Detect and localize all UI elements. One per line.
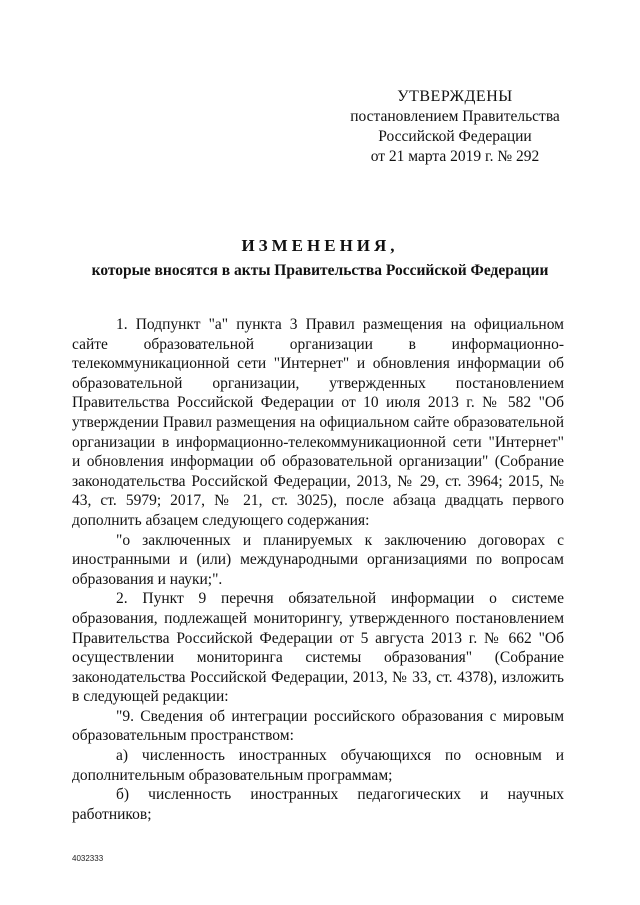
paragraph-3: 2. Пункт 9 перечня обязательной информации о системе образования, подлежащей мониторингу, утвержденного постановлением Правительства Российской Федерации от 5 августа 2013 г. № 662 "Об осуществлении мониторинга системы образования" (Собрание законодательства Российской Федерации, 2013, № 33, ст. 4378), изложить в следующей редакции: xyxy=(72,590,564,706)
document-number: 4032333 xyxy=(72,854,104,863)
approval-line-3: от 21 марта 2019 г. № 292 xyxy=(370,148,540,165)
document-body xyxy=(72,315,564,824)
paragraph-6: б) численность иностранных педагогических и научных работников; xyxy=(72,786,564,823)
approval-title: УТВЕРЖДЕНЫ xyxy=(397,88,513,105)
paragraph-1: 1. Подпункт "а" пункта 3 Правил размещения на официальном сайте образовательной организации в информационно-телекоммуникационной сети "Интернет" и обновления информации об образовательной организации, утвержденных постановлением Правительства Российской Федерации от 10 июля 2013 г. № 582 "Об утверждении Правил размещения на официальном сайте образовательной организации в информационно-телекоммуникационной сети "Интернет" и обновления информации об образовательной организации" (Собрание законодательства Российской Федерации, 2013, № 29, ст. 3964; 2015, № 43, ст. 5979; 2017, № 21, ст. 3025), после абзаца двадцать первого дополнить абзацем следующего содержания: xyxy=(72,316,564,529)
document-subtitle: которые вносятся в акты Правительства Российской Федерации xyxy=(91,262,549,279)
approval-line-1: постановлением Правительства xyxy=(350,108,560,125)
paragraph-2: "о заключенных и планируемых к заключению договорах с иностранными и (или) международными организациями по вопросам образования и науки;". xyxy=(72,531,564,588)
paragraph-4: "9. Сведения об интеграции российского образования с мировым образовательным пространством: xyxy=(72,707,564,745)
approval-line-2: Российской Федерации xyxy=(378,128,532,145)
paragraph-5: а) численность иностранных обучающихся по основным и дополнительным образовательным программам; xyxy=(72,747,564,784)
approval-block xyxy=(340,87,570,167)
document-title: ИЗМЕНЕНИЯ, xyxy=(241,236,399,255)
